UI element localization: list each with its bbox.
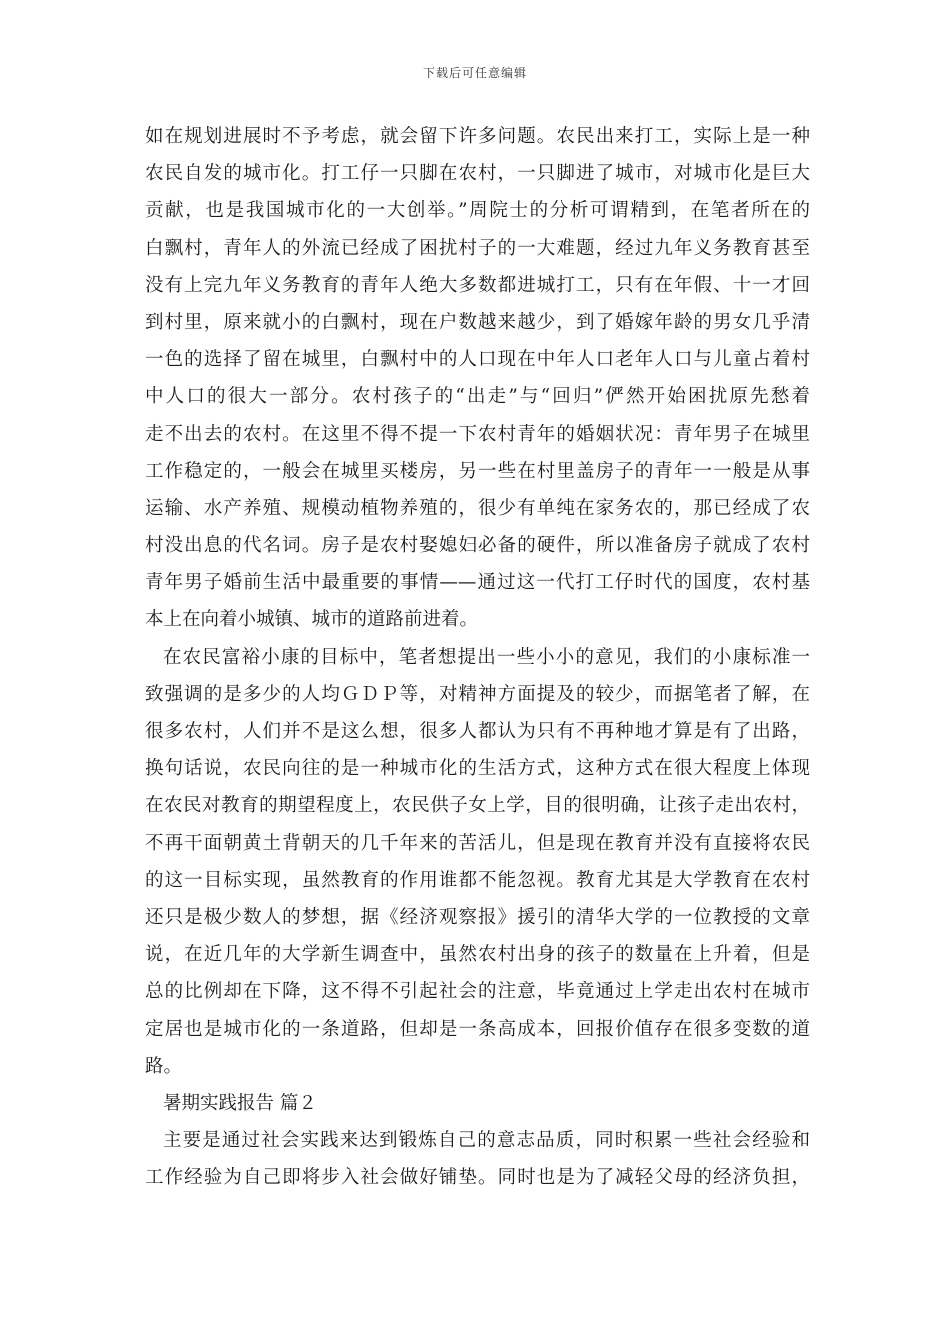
document-body — [145, 118, 810, 1196]
text-line: 总的比例却在下降，这不得不引起社会的注意，毕竟通过上学走出农村在城市 — [145, 981, 810, 1003]
text-line: 定居也是城市化的一条道路，但却是一条高成本，回报价值存在很多变数的道 — [145, 1018, 810, 1040]
text-line: 村没出息的代名词。房子是农村娶媳妇必备的硬件，所以准备房子就成了农村 — [145, 535, 810, 557]
paragraph — [145, 639, 810, 1085]
page-header: 下载后可任意编辑 — [422, 66, 527, 80]
text-line: 工作稳定的，一般会在城里买楼房，另一些在村里盖房子的青年一一般是从事 — [145, 460, 810, 482]
text-line: 农民自发的城市化。打工仔一只脚在农村，一只脚进了城市，对城市化是巨大 — [145, 163, 810, 185]
text-line: 没有上完九年义务教育的青年人绝大多数都进城打工，只有在年假、十一才回 — [145, 274, 810, 296]
text-line: 中人口的很大一部分。农村孩子的“出走”与“回归”俨然开始困扰原先愁着 — [145, 386, 810, 408]
text-line: 致强调的是多少的人均ＧＤＰ等，对精神方面提及的较少，而据笔者了解，在 — [145, 683, 810, 705]
text-line: 青年男子婚前生活中最重要的事情——通过这一代打工仔时代的国度，农村基 — [145, 572, 810, 594]
text-line: 在农民富裕小康的目标中，笔者想提出一些小小的意见，我们的小康标准一 — [163, 646, 810, 668]
text-line: 的这一目标实现，虽然教育的作用谁都不能忽视。教育尤其是大学教育在农村 — [145, 869, 810, 891]
text-line: 在农民对教育的期望程度上，农民供子女上学，目的很明确，让孩子走出农村， — [145, 795, 810, 817]
text-line: 还只是极少数人的梦想，据《经济观察报》援引的清华大学的一位教授的文章 — [145, 906, 810, 928]
text-line: 工作经验为自己即将步入社会做好铺垫。同时也是为了减轻父母的经济负担， — [145, 1167, 810, 1189]
text-line: 走不出去的农村。在这里不得不提一下农村青年的婚姻状况：青年男子在城里 — [145, 423, 810, 445]
text-line: 白飘村，青年人的外流已经成了困扰村子的一大难题，经过九年义务教育甚至 — [145, 237, 810, 259]
text-line: 说，在近几年的大学新生调查中，虽然农村出身的孩子的数量在上升着，但是 — [145, 944, 810, 966]
text-line: 不再干面朝黄土背朝天的几千年来的苦活儿，但是现在教育并没有直接将农民 — [145, 832, 810, 854]
text-line: 主要是通过社会实践来达到锻炼自己的意志品质，同时积累一些社会经验和 — [163, 1130, 810, 1152]
text-line: 贡献，也是我国城市化的一大创举。”周院士的分析可谓精到，在笔者所在的 — [145, 200, 810, 222]
text-line: 路。 — [145, 1055, 183, 1077]
text-line: 如在规划进展时不予考虑，就会留下许多问题。农民出来打工，实际上是一种 — [145, 126, 810, 147]
section-heading: 暑期实践报告 篇２ — [163, 1092, 317, 1114]
text-line: 本上在向着小城镇、城市的道路前进着。 — [145, 609, 479, 631]
text-line: 一色的选择了留在城里，白飘村中的人口现在中年人口老年人口与儿童占着村 — [145, 349, 810, 371]
text-line: 运输、水产养殖、规模动植物养殖的，很少有单纯在家务农的，那已经成了农 — [145, 497, 810, 519]
paragraph — [145, 118, 810, 639]
text-line: 到村里，原来就小的白飘村，现在户数越来越少，到了婚嫁年龄的男女几乎清 — [145, 311, 810, 333]
text-line: 换句话说，农民向往的是一种城市化的生活方式，这种方式在很大程度上体现 — [145, 758, 810, 780]
paragraph — [145, 1122, 810, 1196]
text-line: 很多农村，人们并不是这么想，很多人都认为只有不再种地才算是有了出路， — [145, 721, 810, 742]
